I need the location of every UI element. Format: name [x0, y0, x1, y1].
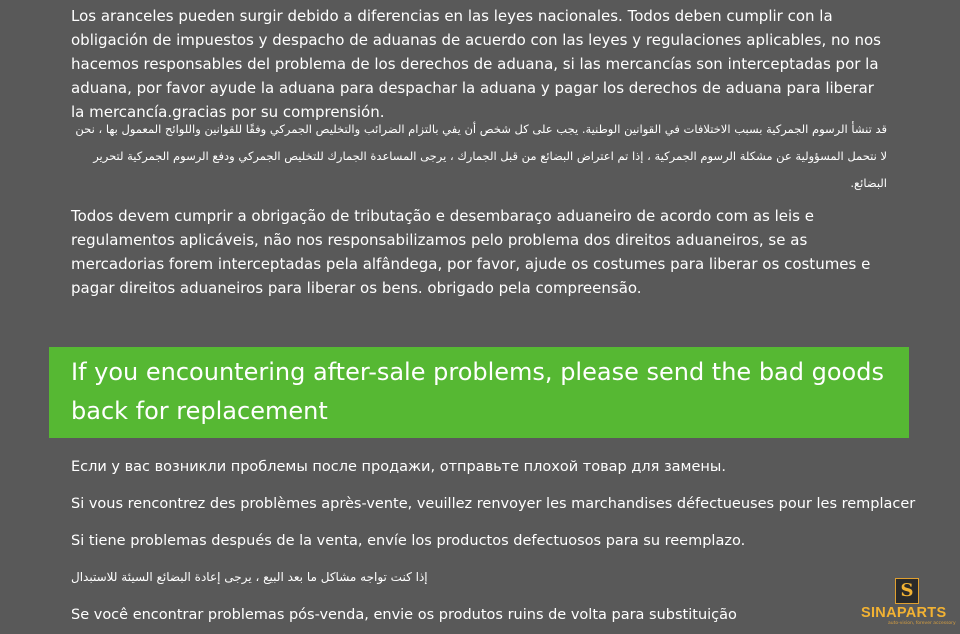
after-sale-line-arabic: إذا كنت تواجه مشاكل ما بعد البيع ، يرجى إعادة البضائع السيئة للاستبدال	[71, 570, 428, 584]
after-sale-line-portuguese: Se você encontrar problemas pós-venda, envie os produtos ruins de volta para substituição	[71, 607, 737, 623]
customs-paragraph-spanish: Los aranceles pueden surgir debido a diferencias en las leyes nacionales. Todos deben cumplir con la obligación de impuestos y despacho de aduanas de acuerdo con las leyes y regulaciones aplicables, no nos hacemos responsables del problema de los derechos de aduana, si las mercancías son interceptadas por la aduana, por favor ayude la aduana para despachar la aduana y pagar los derechos de aduana para liberar la mercancía.gracias por su comprensión.	[71, 7, 881, 121]
logo-tagline: auto-vision, forever accessory	[888, 621, 956, 626]
after-sale-banner	[49, 347, 909, 438]
customs-paragraph-arabic: قد تنشأ الرسوم الجمركية بسبب الاختلافات في القوانين الوطنية. يجب على كل شخص أن يفي بالتزام الضرائب والتخليص الجمركي وفقًا للقوانين واللوائح المعمول بها ، نحن لا نتحمل المسؤولية عن مشكلة الرسوم الجمركية ، إذا تم اعتراض البضائع من قبل الجمارك ، يرجى المساعدة الجمارك للتخليص الجمركي ودفع الرسوم الجمركية لتحرير البضائع.	[75, 122, 887, 190]
customs-paragraph-portuguese: Todos devem cumprir a obrigação de tributação e desembaraço aduaneiro de acordo com as leis e regulamentos aplicáveis, não nos responsabilizamos pelo problema dos direitos aduaneiros, se as mercadorias forem interceptadas pela alfândega, por favor, ajude os costumes para liberar os costumes e pagar direitos aduaneiros para liberar os bens. obrigado pela compreensão.	[71, 207, 871, 297]
after-sale-line-russian: Если у вас возникли проблемы после продажи, отправьте плохой товар для замены.	[71, 459, 726, 475]
logo-brand-name: SINAPARTS	[861, 605, 947, 621]
logo-badge-letter: S	[900, 580, 914, 601]
after-sale-line-french: Si vous rencontrez des problèmes après-vente, veuillez renvoyer les marchandises défectueuses pour les remplacer	[71, 496, 916, 512]
logo-badge-icon	[895, 578, 919, 604]
after-sale-banner-text: If you encountering after-sale problems, please send the bad goods back for replacement	[71, 358, 884, 425]
brand-logo	[858, 576, 958, 630]
after-sale-line-spanish: Si tiene problemas después de la venta, envíe los productos defectuosos para su reemplazo.	[71, 533, 746, 549]
